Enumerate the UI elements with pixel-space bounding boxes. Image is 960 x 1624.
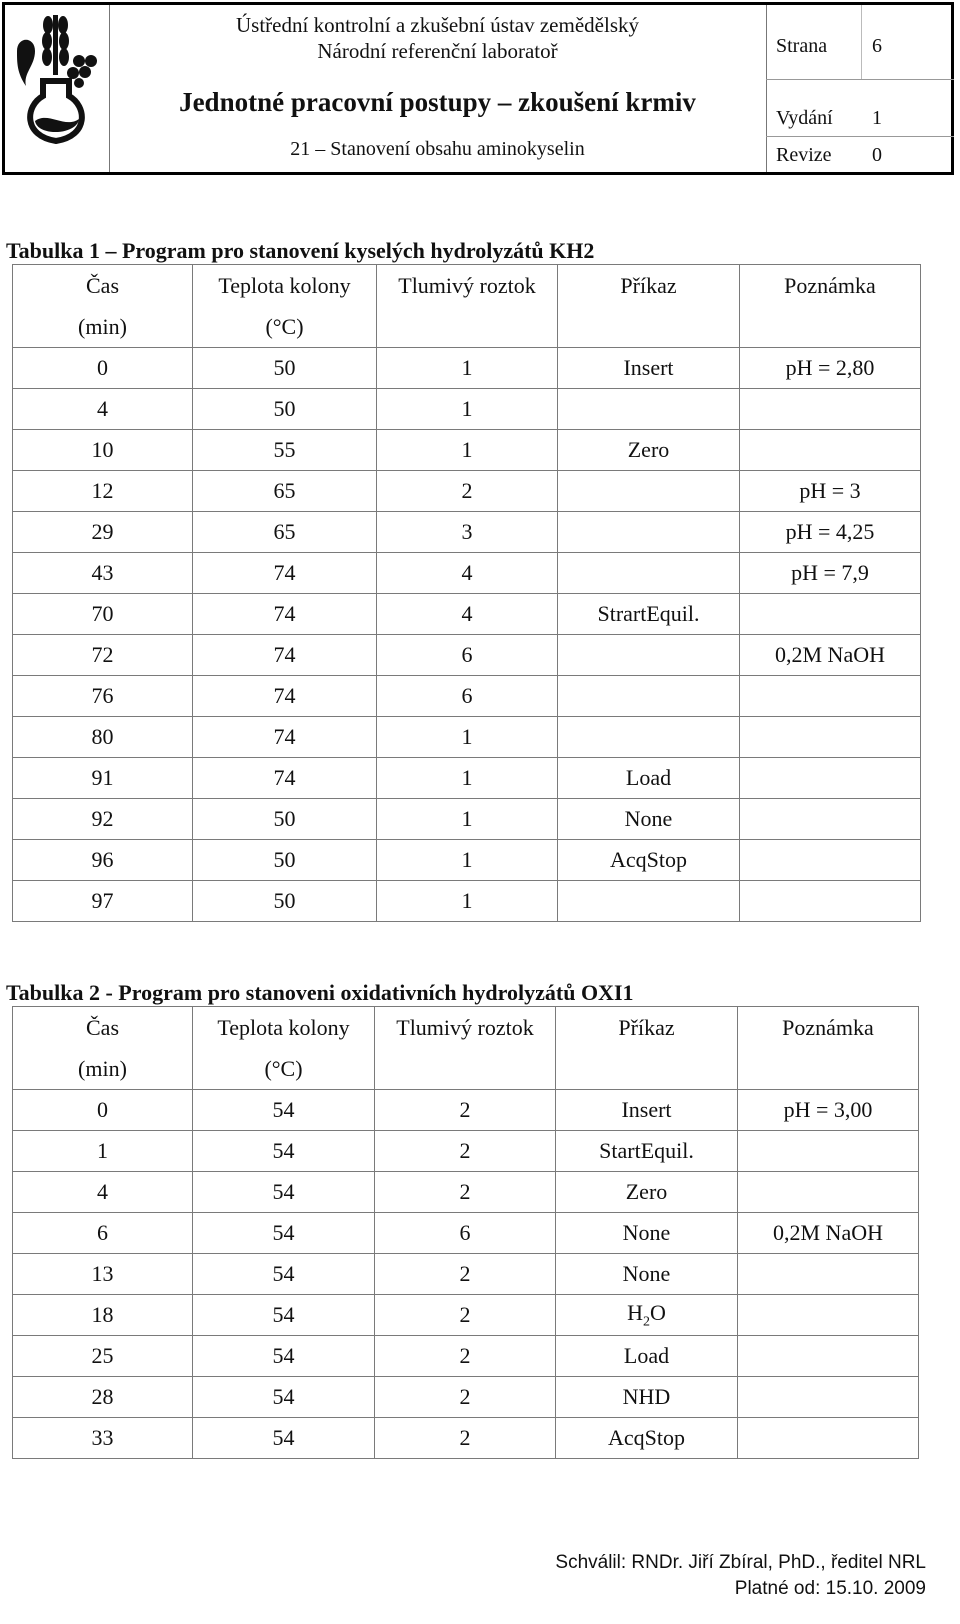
cell-temperature: 54 (193, 1377, 375, 1418)
cell-buffer: 2 (375, 1377, 556, 1418)
cell-time: 4 (13, 389, 193, 430)
cell-command (558, 471, 740, 512)
cell-time: 0 (13, 348, 193, 389)
cell-note (740, 840, 921, 881)
cell-buffer: 1 (377, 758, 558, 799)
cell-buffer: 3 (377, 512, 558, 553)
cell-time: 70 (13, 594, 193, 635)
cell-buffer: 4 (377, 594, 558, 635)
cell-time: 43 (13, 553, 193, 594)
cell-command: None (556, 1213, 738, 1254)
cell-buffer: 4 (377, 553, 558, 594)
cell-time: 91 (13, 758, 193, 799)
cell-buffer: 2 (375, 1131, 556, 1172)
cell-buffer: 1 (377, 717, 558, 758)
cell-buffer: 2 (375, 1336, 556, 1377)
revision-label: Revize (776, 144, 832, 166)
cell-time: 25 (13, 1336, 193, 1377)
cell-command: Zero (558, 430, 740, 471)
cell-time: 33 (13, 1418, 193, 1459)
col-header-note: Poznámka (740, 265, 921, 348)
cell-note (738, 1418, 919, 1459)
cell-command: None (558, 799, 740, 840)
col-header-time: Čas (min) (13, 1007, 193, 1090)
col-header-temperature: Teplota kolony (°C) (193, 1007, 375, 1090)
col-header-buffer: Tlumivý roztok (375, 1007, 556, 1090)
cell-note (740, 430, 921, 471)
cell-command: StartEquil. (556, 1131, 738, 1172)
cell-time: 97 (13, 881, 193, 922)
cell-command: None (556, 1254, 738, 1295)
table-row (13, 1131, 919, 1172)
document-subtitle: 21 – Stanovení obsahu aminokyselin (290, 138, 585, 160)
revision-value: 0 (872, 144, 882, 166)
cell-time: 96 (13, 840, 193, 881)
table-row (13, 1377, 919, 1418)
cell-temperature: 55 (193, 430, 377, 471)
table-row (13, 430, 921, 471)
col-header-command: Příkaz (558, 265, 740, 348)
cell-temperature: 54 (193, 1131, 375, 1172)
cell-note (740, 799, 921, 840)
cell-note (738, 1131, 919, 1172)
cell-buffer: 2 (375, 1172, 556, 1213)
cell-temperature: 50 (193, 799, 377, 840)
cell-buffer: 2 (375, 1295, 556, 1336)
lab-name: Národní referenční laboratoř (317, 39, 558, 63)
cell-temperature: 54 (193, 1172, 375, 1213)
table-row (13, 1172, 919, 1213)
table1-caption: Tabulka 1 – Program pro stanovení kyselých hydrolyzátů KH2 (6, 238, 595, 263)
cell-command (558, 553, 740, 594)
edition-label: Vydání (776, 107, 833, 129)
table1 (12, 264, 921, 922)
cell-time: 1 (13, 1131, 193, 1172)
header-title-block (109, 5, 767, 172)
cell-time: 10 (13, 430, 193, 471)
edition-cell (766, 79, 954, 137)
cell-command: AcqStop (558, 840, 740, 881)
institute-name: Ústřední kontrolní a zkušební ústav zemědělský (236, 13, 639, 37)
cell-temperature: 65 (193, 512, 377, 553)
cell-note (738, 1295, 919, 1336)
table-row (13, 471, 921, 512)
cell-note (740, 676, 921, 717)
table-row (13, 717, 921, 758)
table1-header-row (13, 265, 921, 348)
cell-note (740, 717, 921, 758)
cell-temperature: 50 (193, 389, 377, 430)
document-title: Jednotné pracovní postupy – zkoušení krmiv (179, 87, 696, 117)
cell-time: 28 (13, 1377, 193, 1418)
cell-temperature: 54 (193, 1418, 375, 1459)
cell-note: pH = 4,25 (740, 512, 921, 553)
cell-command: Insert (558, 348, 740, 389)
cell-buffer: 2 (375, 1418, 556, 1459)
table-row (13, 758, 921, 799)
cell-note (738, 1377, 919, 1418)
cell-temperature: 54 (193, 1336, 375, 1377)
cell-note: 0,2M NaOH (738, 1213, 919, 1254)
cell-time: 80 (13, 717, 193, 758)
cell-buffer: 1 (377, 799, 558, 840)
cell-temperature: 65 (193, 471, 377, 512)
table-row (13, 553, 921, 594)
table-row (13, 635, 921, 676)
cell-buffer: 1 (377, 881, 558, 922)
cell-temperature: 74 (193, 594, 377, 635)
cell-temperature: 54 (193, 1254, 375, 1295)
cell-time: 13 (13, 1254, 193, 1295)
cell-command: AcqStop (556, 1418, 738, 1459)
cell-temperature: 54 (193, 1090, 375, 1131)
table-row (13, 512, 921, 553)
table-row (13, 840, 921, 881)
cell-buffer: 1 (377, 840, 558, 881)
cell-buffer: 2 (375, 1090, 556, 1131)
approved-by: Schválil: RNDr. Jiří Zbíral, PhD., ředitel NRL (555, 1552, 926, 1573)
cell-time: 0 (13, 1090, 193, 1131)
cell-buffer: 2 (375, 1254, 556, 1295)
cell-temperature: 50 (193, 881, 377, 922)
cell-command (558, 389, 740, 430)
cell-command: NHD (556, 1377, 738, 1418)
revision-cell (766, 136, 954, 172)
cell-command: $H_2O$ (556, 1295, 738, 1336)
col-header-command: Příkaz (556, 1007, 738, 1090)
valid-from: Platné od: 15.10. 2009 (734, 1578, 926, 1599)
cell-command: Insert (556, 1090, 738, 1131)
cell-buffer: 1 (377, 430, 558, 471)
edition-value: 1 (872, 107, 882, 129)
table-row (13, 389, 921, 430)
cell-note (738, 1336, 919, 1377)
table-row (13, 799, 921, 840)
col-header-note: Poznámka (738, 1007, 919, 1090)
cell-time: 72 (13, 635, 193, 676)
cell-command (558, 676, 740, 717)
cell-buffer: 1 (377, 348, 558, 389)
cell-buffer: 6 (375, 1213, 556, 1254)
cell-note: 0,2M NaOH (740, 635, 921, 676)
table-row (13, 1295, 919, 1336)
cell-note (740, 758, 921, 799)
cell-temperature: 50 (193, 840, 377, 881)
col-header-buffer: Tlumivý roztok (377, 265, 558, 348)
header-meta-block (766, 5, 954, 172)
cell-time: 4 (13, 1172, 193, 1213)
table-row (13, 1336, 919, 1377)
col-header-temperature: Teplota kolony (°C) (193, 265, 377, 348)
page-value: 6 (872, 35, 882, 57)
page-number-cell (766, 5, 954, 80)
table-row (13, 881, 921, 922)
cell-command: StrartEquil. (558, 594, 740, 635)
table2 (12, 1006, 919, 1459)
cell-note (738, 1254, 919, 1295)
cell-note: pH = 3 (740, 471, 921, 512)
cell-time: 76 (13, 676, 193, 717)
cell-time: 18 (13, 1295, 193, 1336)
cell-temperature: 50 (193, 348, 377, 389)
cell-command: Zero (556, 1172, 738, 1213)
cell-temperature: 54 (193, 1295, 375, 1336)
table-row (13, 1254, 919, 1295)
cell-note (740, 594, 921, 635)
logo-cell (5, 5, 110, 172)
cell-temperature: 74 (193, 635, 377, 676)
institute-logo-icon (13, 11, 101, 151)
table2-header-row (13, 1007, 919, 1090)
cell-buffer: 1 (377, 389, 558, 430)
cell-temperature: 74 (193, 758, 377, 799)
cell-note: pH = 7,9 (740, 553, 921, 594)
page-label: Strana (776, 35, 828, 57)
document-header (2, 2, 954, 175)
table-row (13, 1090, 919, 1131)
cell-time: 92 (13, 799, 193, 840)
cell-command: Load (558, 758, 740, 799)
cell-note (738, 1172, 919, 1213)
cell-command (558, 512, 740, 553)
cell-note: pH = 3,00 (738, 1090, 919, 1131)
cell-buffer: 6 (377, 676, 558, 717)
table-row (13, 1418, 919, 1459)
cell-note: pH = 2,80 (740, 348, 921, 389)
table-row (13, 594, 921, 635)
cell-temperature: 74 (193, 717, 377, 758)
cell-temperature: 54 (193, 1213, 375, 1254)
cell-buffer: 2 (377, 471, 558, 512)
table-row (13, 348, 921, 389)
cell-temperature: 74 (193, 553, 377, 594)
cell-time: 6 (13, 1213, 193, 1254)
cell-note (740, 389, 921, 430)
cell-time: 29 (13, 512, 193, 553)
table2-caption: Tabulka 2 - Program pro stanoveni oxidativních hydrolyzátů OXI1 (6, 980, 634, 1005)
table-row (13, 1213, 919, 1254)
cell-buffer: 6 (377, 635, 558, 676)
cell-temperature: 74 (193, 676, 377, 717)
col-header-time: Čas (min) (13, 265, 193, 348)
cell-command (558, 635, 740, 676)
cell-command: Load (556, 1336, 738, 1377)
cell-command (558, 881, 740, 922)
cell-time: 12 (13, 471, 193, 512)
cell-command (558, 717, 740, 758)
cell-note (740, 881, 921, 922)
table-row (13, 676, 921, 717)
